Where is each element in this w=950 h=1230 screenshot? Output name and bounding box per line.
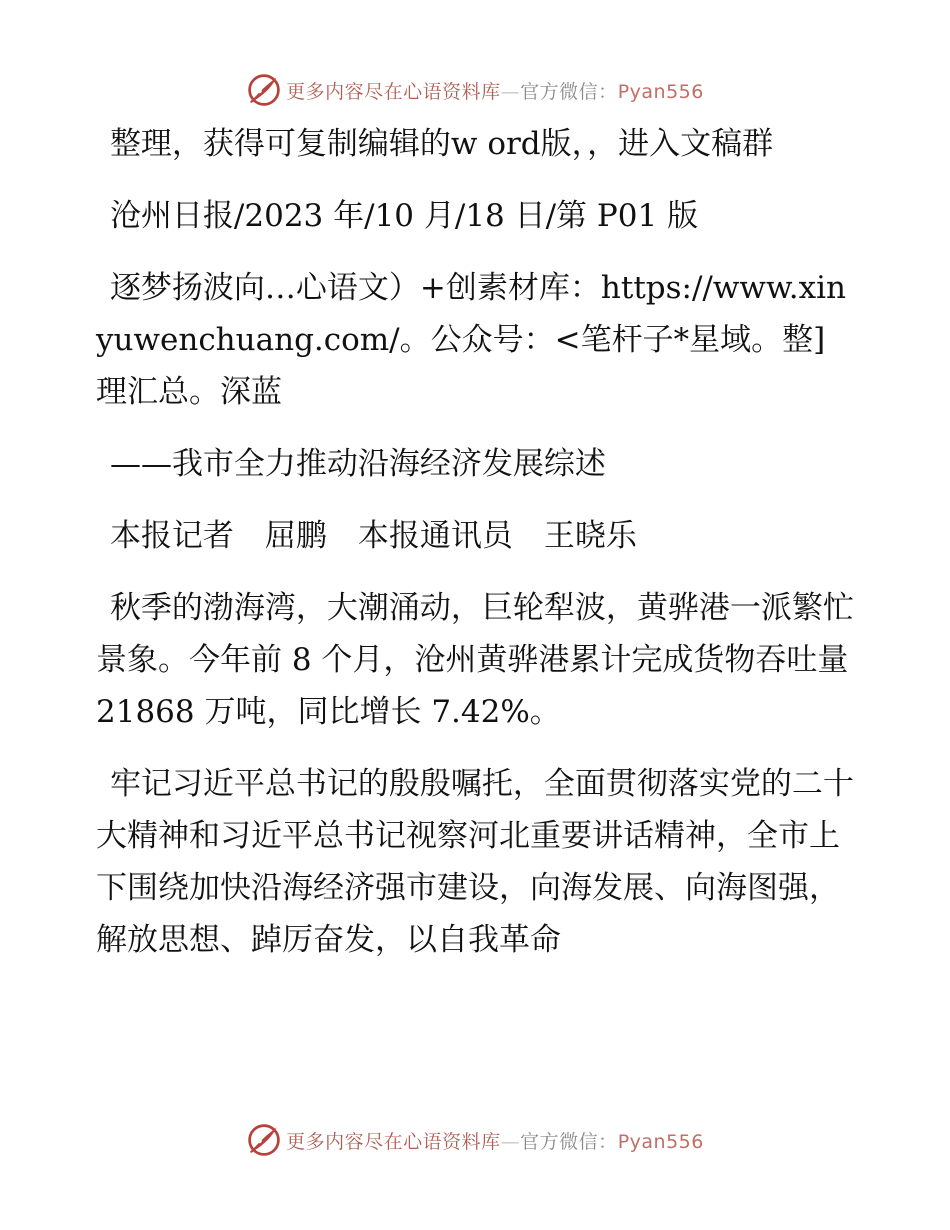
header-watermark-banner (0, 68, 950, 112)
banner-wechat-id: Pyan556 (617, 80, 704, 103)
paragraph-subtitle: ——我市全力推动沿海经济发展综述 (109, 446, 606, 482)
header-banner-text (286, 77, 704, 104)
banner-wechat-label: 官方微信： (520, 80, 618, 103)
banner-dash: — (500, 80, 521, 103)
paragraph-body-2: 牢记习近平总书记的殷殷嘱托，全面贯彻落实党的二十大精神和习近平总书记视察河北重要讲话精神，全市上下围绕加快沿海经济强市建设，向海发展、向海图强，解放思想、踔厉奋发，以自我革命 (96, 766, 854, 958)
paragraph-source: 沧州日报/2023 年/10 月/18 日/第 P01 版 (109, 198, 699, 234)
banner-dash: — (500, 1130, 521, 1153)
paragraph-body-1: 秋季的渤海湾，大潮涌动，巨轮犁波，黄骅港一派繁忙景象。今年前 8 个月，沧州黄骅港累计完成货物吞吐量 21868 万吨，同比增长 7.42%。 (96, 590, 859, 730)
footer-watermark-banner (0, 1118, 950, 1162)
quill-logo-icon (246, 1122, 282, 1158)
paragraph-watermark-note: 逐梦扬波向…心语文）+创素材库：https://www.xinyuwenchuang.com/。公众号：<笔杆子*星域。整]理汇总。深蓝 (96, 270, 847, 410)
banner-wechat-id: Pyan556 (617, 1130, 704, 1153)
banner-wechat-label: 官方微信： (520, 1130, 618, 1153)
paragraph-byline: 本报记者 屈鹏 本报通讯员 王晓乐 (109, 518, 637, 554)
footer-banner-text (286, 1127, 704, 1154)
quill-logo-icon (246, 72, 282, 108)
document-body (96, 118, 859, 986)
banner-prefix: 更多内容尽在心语资料库 (286, 1130, 501, 1153)
banner-prefix: 更多内容尽在心语资料库 (286, 80, 501, 103)
paragraph-intro: 整理，获得可复制编辑的w ord版，，进入文稿群 (109, 126, 774, 162)
